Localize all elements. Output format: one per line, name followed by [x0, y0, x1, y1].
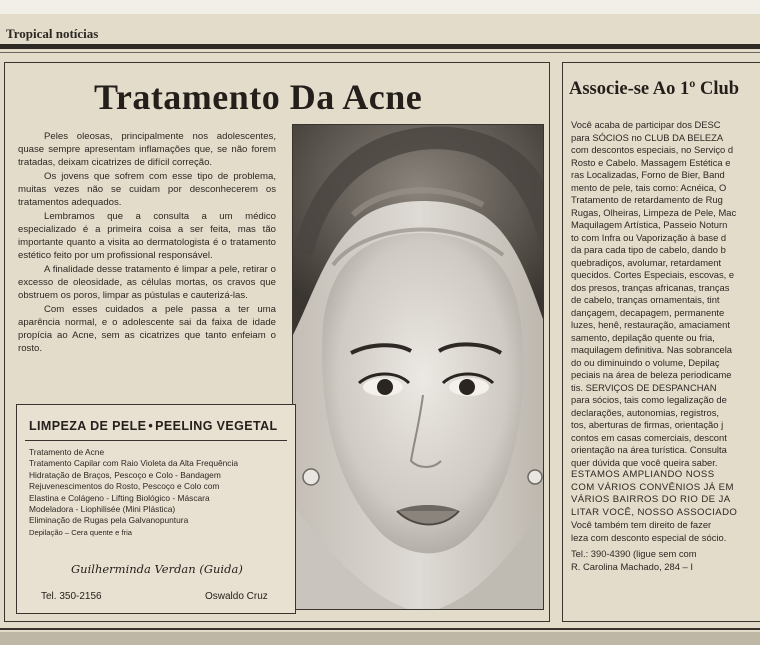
- club-line: declarações, autonomias, registros,: [571, 406, 719, 418]
- club-caps-line: LITAR VOCÊ, NOSSO ASSOCIADO: [571, 506, 738, 518]
- article-paragraph: Peles oleosas, principalmente nos adolescentes, quase sempre apresentam inflamações que, se não forem tratadas, deixam cicatrizes de difícil correção.: [18, 131, 276, 168]
- article-body: [18, 130, 276, 356]
- club-line: com descontos especiais, no Serviço d: [571, 144, 734, 155]
- bullet-separator: •: [148, 419, 154, 433]
- club-line: Rosto e Cabelo. Massagem Estética e: [571, 156, 731, 168]
- scan-bottom-edge: [0, 632, 760, 645]
- ad-service-item: Eliminação de Rugas pela Galvanopuntura: [29, 515, 189, 526]
- masthead: Tropical notícias: [6, 26, 99, 41]
- scan-top-edge: [0, 0, 760, 14]
- club-closing-line: leza com desconto especial de sócio.: [571, 531, 727, 543]
- club-caps-line: VÁRIOS BAIRROS DO RIO DE JA: [571, 494, 731, 505]
- club-line: quebradiços, avolumar, retardament: [571, 256, 722, 268]
- club-body: [571, 119, 760, 573]
- club-line: quecidos. Cortes Especiais, escovas, e: [571, 269, 735, 280]
- club-caps-line: ESTAMOS AMPLIANDO NOSS: [571, 469, 715, 480]
- club-line: Tratamento de retardamento de Rug: [571, 194, 723, 205]
- club-line: tis. SERVIÇOS DE DESPANCHAN: [571, 381, 717, 393]
- beauty-salon-ad: [16, 404, 296, 614]
- bottom-rule: [0, 628, 760, 630]
- club-line: para sócios, tais como legalização de: [571, 394, 727, 405]
- club-line: para SÓCIOS no CLUB DA BELEZA: [571, 131, 724, 143]
- club-contact-line: Tel.: 390-4390 (ligue sem com: [571, 548, 697, 559]
- club-line: tos, aberturas de firmas, orientação j: [571, 419, 724, 430]
- club-line: maquilagem definitiva. Nas sobrancela: [571, 344, 733, 355]
- woman-portrait-illustration: [293, 125, 544, 610]
- club-line: luzes, henê, restauração, amaciament: [571, 319, 730, 330]
- ad-service-item: Hidratação de Braços, Pescoço e Colo - Bandagem: [29, 469, 221, 480]
- ad-service-item: Elastina e Colágeno - Lifting Biológico - Máscara: [29, 492, 210, 503]
- ad-service-item: Rejuvenescimentos do Rosto, Pescoço e Colo com: [29, 481, 220, 492]
- ad-services-list: [29, 447, 291, 538]
- club-line: de cabelo, tranças ornamentais, tint: [571, 294, 720, 305]
- article-paragraph: Lembramos que a consulta a um médico especializado é a primeira coisa a ser feita, mas tão importante quanto a visita ao dermatologista é o tratamento estético feito por um profissional responsável.: [18, 211, 276, 261]
- ad-title: [29, 419, 278, 433]
- article-paragraph: Os jovens que sofrem com esse tipo de problema, muitas vezes não se cuidam por desconhecerem os tratamentos adequados.: [18, 171, 276, 208]
- club-line: do ou diminuindo o volume, Depilaç: [571, 356, 720, 368]
- club-line: peciais na área de beleza periodicame: [571, 369, 732, 380]
- ad-service-item: Depilação – Cera quente e fria: [29, 527, 133, 537]
- ad-service-item: Tratamento Capilar com Raio Violeta da Alta Frequência: [29, 458, 239, 469]
- ad-divider: [25, 440, 287, 441]
- club-line: Rugas, Olheiras, Limpeza de Pele, Mac: [571, 206, 737, 218]
- club-line: Maquilagem Artística, Passeio Noturn: [571, 219, 728, 230]
- club-line: ras Localizadas, Forno de Bier, Band: [571, 169, 725, 180]
- club-line: dançagem, decapagem, permanente: [571, 306, 725, 318]
- club-article-frame: [562, 62, 760, 622]
- club-line: da para cada tipo de cabelo, dando b: [571, 244, 726, 255]
- club-contact-line: R. Carolina Machado, 284 – I: [571, 560, 693, 572]
- club-line: dos presos, tranças africanas, tranças: [571, 281, 730, 293]
- ad-title-left: LIMPEZA DE PELE: [29, 419, 147, 433]
- ad-service-item: Tratamento de Acne: [29, 447, 105, 457]
- ad-location: Oswaldo Cruz: [205, 591, 268, 602]
- club-line: mento de pele, tais como: Acnéica, O: [571, 181, 727, 193]
- ad-service-item: Modeladora - Liophilisée (Mini Plástica): [29, 504, 176, 515]
- masthead-rule: [0, 44, 760, 49]
- club-line: to com Infra ou Vaporização à base d: [571, 231, 727, 243]
- article-paragraph: Com esses cuidados a pele passa a ter uma aparência normal, e o adolescente sai da faixa de idade propícia ao Acne, sem as cicatrizes que tanto enfeiam o rosto.: [18, 304, 276, 354]
- club-line: contos em casas comerciais, descont: [571, 431, 727, 443]
- club-line: samento, depilação quente ou fria,: [571, 331, 715, 343]
- club-caps-line: COM VÁRIOS CONVÊNIOS JÁ EM: [571, 481, 734, 493]
- club-line: quer dúvida que você queira saber.: [571, 456, 718, 468]
- club-closing-line: Você também tem direito de fazer: [571, 519, 712, 530]
- ad-phone: Tel. 350-2156: [41, 591, 102, 602]
- masthead-thin-rule: [0, 52, 760, 53]
- club-line: orientação na área turística. Consulta: [571, 444, 727, 455]
- portrait-photo: [292, 124, 544, 610]
- ad-title-right: PEELING VEGETAL: [155, 419, 278, 433]
- club-headline: Associe-se Ao 1º Club: [569, 79, 740, 99]
- club-line: Você acaba de participar dos DESC: [571, 119, 721, 130]
- article-paragraph: A finalidade desse tratamento é limpar a pele, retirar o excesso de oleosidade, as células mortas, os cravos que obstruem os poros, limpar as pústulas e cauterizá-las.: [18, 264, 276, 301]
- owner-signature: Guilherminda Verdan (Guida): [71, 562, 243, 576]
- article-headline: Tratamento Da Acne: [94, 77, 423, 117]
